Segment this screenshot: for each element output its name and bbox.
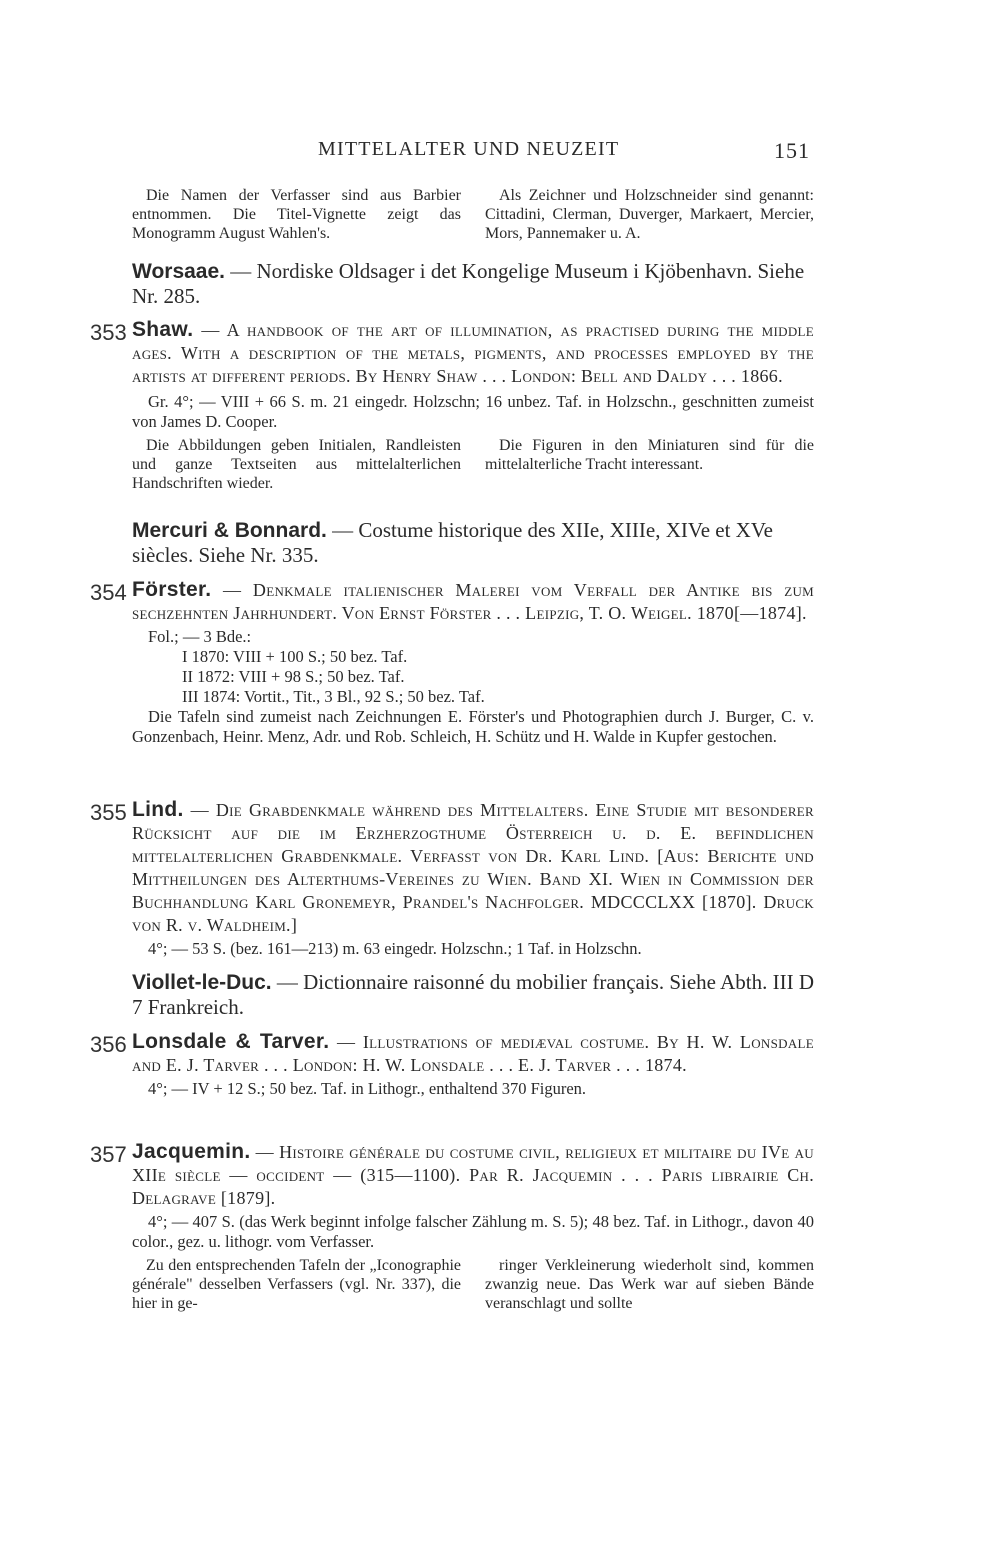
note-left: Die Abbildungen geben Initialen, Randleisten und ganze Textseiten aus mittelalterlichen Handschriften wieder. xyxy=(132,437,461,492)
entry-number: 357 xyxy=(90,1142,127,1167)
volume-line: III 1874: Vortit., Tit., 3 Bl., 92 S.; 50 bez. Taf. xyxy=(182,687,485,706)
entry-title: — Die Grabdenkmale während des Mittelalters. Eine Studie mit besonderer Rücksicht auf die im Erzherzogthume Österreich u. d. E. befindlichen mittelalterlichen Grabdenkmale. Verfasst von Dr. Karl Lind. [Aus: Berichte und Mittheilungen des Alterthums-Vereines zu Wien. Band XI. Wien in Commission der Buchhandlung Karl Gronemeyr, Prandel's Nachfolger. MDCCCLXX [1870]. Druck von R. v. Waldheim.] xyxy=(132,800,814,935)
entry-format: Fol.; — 3 Bde.: xyxy=(148,627,252,646)
entry-meta: 4°; — 53 S. (bez. 161—213) m. 63 eingedr. Holzschn.; 1 Taf. in Holzschn. xyxy=(148,939,642,958)
ref-text: — Dictionnaire raisonné du mobilier français. Siehe Abth. III D 7 Frankreich. xyxy=(132,970,814,1019)
entry-meta: 4°; — 407 S. (das Werk beginnt infolge falscher Zählung m. S. 5); 48 bez. Taf. in Lithogr., davon 40 color., gez. u. lithogr. vom Verfasser. xyxy=(132,1212,814,1251)
intro-note-right: Als Zeichner und Holzschneider sind genannt: Cittadini, Clerman, Duverger, Markaert, Mercier, Mors, Pannemaker u. A. xyxy=(485,187,814,242)
entry-meta: 4°; — IV + 12 S.; 50 bez. Taf. in Lithogr., enthaltend 370 Figuren. xyxy=(148,1079,587,1098)
page-number: 151 xyxy=(774,138,810,163)
author-name: Lonsdale & Tarver. xyxy=(132,1030,330,1053)
cross-ref-mercuri xyxy=(132,518,814,567)
author-name: Viollet-le-Duc. xyxy=(132,971,272,994)
entry-number: 354 xyxy=(90,580,127,605)
entry-354 xyxy=(90,578,814,747)
entry-note: Die Tafeln sind zumeist nach Zeichnungen E. Förster's und Photographien durch J. Burger, C. v. Gonzenbach, Heinr. Menz, Adr. und Rob. Schleich, H. Schütz und H. Walde in Kupfer gestochen. xyxy=(132,707,814,746)
running-title: MITTELALTER UND NEUZEIT xyxy=(318,138,620,160)
entry-number: 355 xyxy=(90,800,127,825)
entry-355 xyxy=(90,798,814,959)
author-name: Jacquemin. xyxy=(132,1140,251,1163)
author-name: Shaw. xyxy=(132,318,194,341)
note-left: Zu den entsprechenden Tafeln der „Iconographie générale" desselben Verfassers (vgl. Nr. 337), die hier in ge- xyxy=(132,1257,461,1312)
entry-title: — Illustrations of mediæval costume. By H. W. Lonsdale and E. J. Tarver . . . London: H. W. Lonsdale . . . E. J. Tarver . . . 1874. xyxy=(132,1032,814,1075)
cross-ref-viollet xyxy=(132,970,814,1019)
volume-line: I 1870: VIII + 100 S.; 50 bez. Taf. xyxy=(182,647,408,666)
entry-meta: Gr. 4°; — VIII + 66 S. m. 21 eingedr. Holzschn; 16 unbez. Taf. in Holzschn., geschnitten zumeist von James D. Cooper. xyxy=(132,392,814,431)
entry-title: — A handbook of the art of illumination, as practised during the middle ages. With a description of the metals, pigments, and processes employed by the artists at different periods. By Henry Shaw . . . London: Bell and Daldy . . . 1866. xyxy=(132,320,814,386)
note-right: Die Figuren in den Miniaturen sind für die mittelalterliche Tracht interessant. xyxy=(485,437,814,473)
intro-notes xyxy=(132,186,814,243)
entry-357 xyxy=(90,1140,814,1313)
note-right: ringer Verkleinerung wiederholt sind, kommen zwanzig neue. Das Werk war auf sieben Bände veranschlagt und sollte xyxy=(485,1257,814,1312)
running-header xyxy=(0,138,1000,168)
entry-title: — Histoire générale du costume civil, religieux et militaire du IVe au XIIe siècle — occident — (315—1100). Par R. Jacquemin . . . Paris librairie Ch. Delagrave [1879]. xyxy=(132,1142,814,1208)
entry-356 xyxy=(90,1030,814,1099)
author-name: Förster. xyxy=(132,578,212,601)
entry-number: 356 xyxy=(90,1032,127,1057)
entry-353 xyxy=(90,318,814,493)
entry-notes xyxy=(132,436,814,493)
author-name: Lind. xyxy=(132,798,184,821)
ref-text: — Costume historique des XIIe, XIIIe, XIVe et XVe siècles. Siehe Nr. 335. xyxy=(132,518,773,567)
volume-line: II 1872: VIII + 98 S.; 50 bez. Taf. xyxy=(182,667,405,686)
ref-text: — Nordiske Oldsager i det Kongelige Museum i Kjöbenhavn. Siehe Nr. 285. xyxy=(132,259,805,308)
entry-number: 353 xyxy=(90,320,127,345)
entry-notes xyxy=(132,1256,814,1313)
intro-note-left: Die Namen der Verfasser sind aus Barbier entnommen. Die Titel-Vignette zeigt das Monogramm August Wahlen's. xyxy=(132,187,461,242)
entry-title: — Denkmale italienischer Malerei vom Verfall der Antike bis zum sechzehnten Jahrhundert. Von Ernst Förster . . . Leipzig, T. O. Weigel. 1870[—1874]. xyxy=(132,580,814,623)
author-name: Worsaae. xyxy=(132,260,225,283)
cross-ref-worsaae xyxy=(132,259,814,308)
author-name: Mercuri & Bonnard. xyxy=(132,519,327,542)
volume-list xyxy=(182,647,814,707)
